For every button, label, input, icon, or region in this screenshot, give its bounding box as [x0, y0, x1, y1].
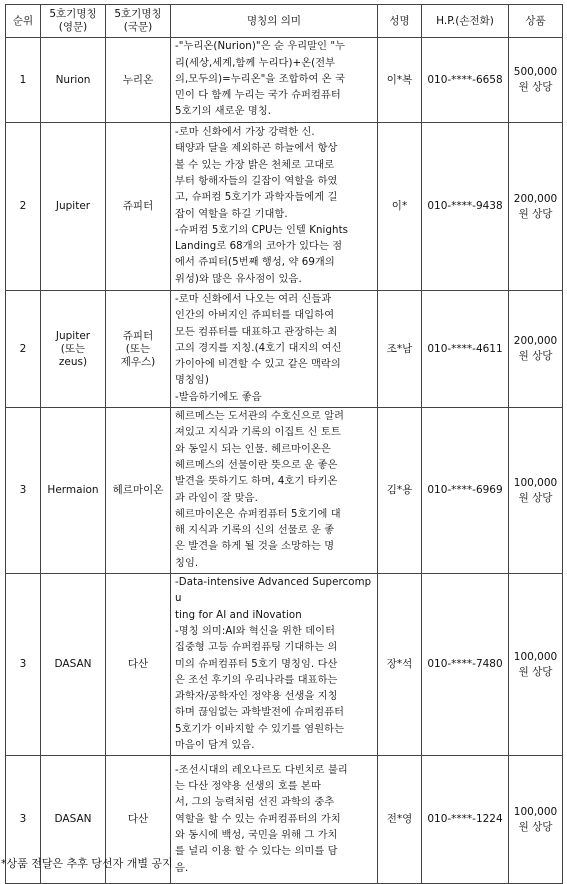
meaning-cell — [171, 123, 378, 291]
meaning-cell — [171, 756, 378, 884]
meaning-line: 5호기의 새로운 명칭. — [175, 106, 272, 118]
name_en-line: DASAN — [54, 813, 92, 826]
name-en-cell — [41, 574, 106, 756]
meaning-line: ting for AI and iNovation — [175, 609, 302, 621]
table-row — [6, 574, 563, 756]
rank-cell: 1 — [6, 38, 41, 123]
prize-cell — [509, 408, 563, 574]
prize-line: 원 상당 — [518, 81, 553, 93]
rank-cell: 2 — [6, 291, 41, 408]
prize-line: 원 상당 — [518, 820, 553, 833]
name_ko-line: (또는 — [125, 342, 151, 355]
meaning-line: 서, 그의 능력처럼 선진 과학의 중추 — [175, 797, 335, 809]
meaning-line: -Data-intensive Advanced Supercompu — [175, 577, 372, 605]
meaning-line: 에서 쥬피터(5번째 행성, 약 69개의 — [175, 257, 335, 269]
meaning-line: 은 발견을 하게 될 것을 소망하는 명 — [175, 541, 335, 553]
table-row — [6, 38, 563, 123]
rank-cell: 3 — [6, 408, 41, 574]
phone-cell: 010-****-1224 — [422, 756, 509, 884]
name_ko-line: 누리온 — [122, 73, 154, 86]
meaning-cell — [171, 408, 378, 574]
name_en-line: (또는 — [60, 342, 86, 355]
name-ko-cell — [106, 123, 171, 291]
meaning-line: 는 다산 정약용 선생의 호를 본따 — [175, 781, 321, 793]
person-cell: 장*석 — [378, 574, 422, 756]
name_en-line: DASAN — [54, 658, 92, 671]
name_ko-line: 쥬피터 — [122, 200, 154, 212]
phone-cell: 010-****-6658 — [422, 38, 509, 123]
meaning-line: -슈퍼컴 5호기의 CPU는 인텔 Knights — [175, 224, 349, 236]
meaning-line: 와 동시에 백성, 국민을 위해 그 가치 — [175, 829, 338, 841]
meaning-line: 하며 끊임없는 과학발전에 슈퍼컴퓨터 — [175, 707, 345, 719]
name_en-line: Jupiter — [55, 329, 91, 342]
meaning-line: 헤르메스의 선물이란 뜻으로 운 좋은 — [175, 459, 338, 471]
meaning-line: 과 라임이 잘 맞음. — [175, 492, 258, 504]
name-en-cell — [41, 38, 106, 123]
prize-cell — [509, 756, 563, 884]
meaning-line: 위성)와 많은 유사점이 있음. — [175, 273, 302, 285]
meaning-line: 볼 수 있는 가장 밝은 천체로 고대로 — [175, 159, 335, 171]
table-row — [6, 408, 563, 574]
meaning-line: 리(세상,세계,함께 누리다)+온(전부 — [175, 57, 336, 69]
person-cell: 조*남 — [378, 291, 422, 408]
meaning-line: 음. — [175, 862, 189, 874]
meaning-line: 명칭임) — [175, 375, 209, 387]
meaning-line: 민이 다 함께 누리는 국가 슈퍼컴퓨터 — [175, 90, 341, 102]
meaning-line: 를 널리 이용 할 수 있다는 의미를 담 — [175, 846, 338, 858]
name_en-line: zeus) — [58, 355, 88, 368]
header-name-ko: 5호기명칭 (국문) — [106, 5, 171, 38]
phone-cell: 010-****-9438 — [422, 123, 509, 291]
prize-line: 200,000 — [513, 192, 558, 205]
meaning-line: -발음하기에도 좋음 — [175, 391, 262, 403]
meaning-line: -"누리온(Nurion)"은 순 우리말인 "누 — [175, 41, 346, 53]
person-cell: 이* — [378, 123, 422, 291]
prize-cell — [509, 123, 563, 291]
meaning-line: 발견을 뜻하기도 하며, 4호기 타키온 — [175, 476, 338, 488]
name_en-line: Hermaion — [47, 484, 99, 497]
meaning-cell — [171, 291, 378, 408]
prize-line: 원 상당 — [518, 665, 553, 678]
naming-contest-results-table — [5, 4, 563, 884]
rank-cell: 3 — [6, 756, 41, 884]
prize-line: 200,000 — [513, 335, 558, 348]
meaning-line: 과학자/공학자인 정약용 선생을 지칭 — [175, 691, 338, 703]
meaning-line: 칭임. — [175, 557, 199, 569]
meaning-line: 해 지식과 기록의 신의 선물로 운 좋 — [175, 525, 335, 537]
person-cell: 전*영 — [378, 756, 422, 884]
meaning-line: 미의 슈퍼컴퓨터 5호기 명칭임. 다산 — [175, 658, 338, 670]
name-en-cell — [41, 408, 106, 574]
header-row — [6, 5, 563, 38]
table-row — [6, 291, 563, 408]
name-en-cell — [41, 123, 106, 291]
meaning-line: 모든 컴퓨터를 대표하고 관장하는 최 — [175, 326, 338, 338]
header-phone: H.P.(손전화) — [422, 5, 509, 38]
name_ko-line: 제우스) — [120, 355, 156, 368]
meaning-line: 져있고 지식과 기록의 이집트 신 토트 — [175, 427, 341, 439]
meaning-line: -명칭 의미:AI와 혁신을 위한 데이터 — [175, 625, 336, 637]
prize-cell — [509, 38, 563, 123]
prize-cell — [509, 291, 563, 408]
footnote: *상품 전달은 추후 당선자 개별 공지 — [1, 857, 173, 870]
person-cell: 이*복 — [378, 38, 422, 123]
meaning-line: Landing로 68개의 코아가 있다는 점 — [175, 241, 343, 253]
name-ko-cell — [106, 291, 171, 408]
prize-line: 원 상당 — [518, 350, 553, 363]
person-cell: 김*용 — [378, 408, 422, 574]
meaning-line: 마음이 담겨 있음. — [175, 740, 255, 752]
rank-cell: 2 — [6, 123, 41, 291]
phone-cell: 010-****-4611 — [422, 291, 509, 408]
name-ko-cell — [106, 38, 171, 123]
meaning-line: 고, 슈퍼컴 5호기가 과학자들에게 길 — [175, 192, 338, 204]
header-name-en: 5호기명칭 (영문) — [41, 5, 106, 38]
meaning-line: 은 조선 후기의 우리나라를 대표하는 — [175, 674, 338, 686]
meaning-line: 잡이 역할을 하길 기대함. — [175, 208, 288, 220]
meaning-line: 고의 경지를 지칭.(4호기 대지의 여신 — [175, 342, 342, 354]
prize-line: 500,000 — [513, 66, 558, 78]
name_ko-line: 쥬피터 — [122, 329, 154, 342]
prize-line: 100,000 — [513, 650, 558, 663]
meaning-line: 헤르메스는 도서관의 수호신으로 알려 — [175, 411, 345, 423]
phone-cell: 010-****-6969 — [422, 408, 509, 574]
meaning-line: -로마 신화에서 가장 강력한 신. — [175, 127, 315, 139]
meaning-line: 부터 항해자들의 길잡이 역할을 하였 — [175, 175, 338, 187]
header-rank: 순위 — [6, 5, 41, 38]
meaning-cell — [171, 38, 378, 123]
name-ko-cell — [106, 408, 171, 574]
prize-line: 원 상당 — [518, 491, 553, 504]
prize-line: 100,000 — [513, 476, 558, 489]
meaning-line: 와 동일시 되는 인물. 헤르마이온은 — [175, 443, 331, 455]
meaning-line: 역할을 할 수 있는 슈퍼컴퓨터의 가치 — [175, 813, 341, 825]
table-row — [6, 123, 563, 291]
meaning-line: 가이아에 비견할 수 있고 같은 맥락의 — [175, 359, 341, 371]
name-en-cell — [41, 291, 106, 408]
name_en-line: Nurion — [55, 73, 91, 86]
meaning-line: 인간의 아버지인 쥬피터를 대입하여 — [175, 310, 335, 322]
name_ko-line: 다산 — [127, 658, 149, 671]
name-ko-cell — [106, 574, 171, 756]
prize-line: 100,000 — [513, 805, 558, 818]
meaning-line: 5호기가 이바지할 수 있기를 염원하는 — [175, 723, 345, 735]
meaning-line: 의,모두의)=누리온"을 조합하여 온 국 — [175, 73, 346, 85]
meaning-line: -로마 신화에서 나오는 여러 신들과 — [175, 294, 332, 305]
header-meaning: 명칭의 의미 — [171, 5, 378, 38]
name_en-line: Jupiter — [55, 200, 91, 212]
prize-cell — [509, 574, 563, 756]
header-person: 성명 — [378, 5, 422, 38]
meaning-cell — [171, 574, 378, 756]
results-table-body — [6, 38, 563, 884]
meaning-line: 집중형 고등 슈퍼컴퓨팅 기대하는 의 — [175, 642, 338, 654]
name_ko-line: 다산 — [127, 813, 149, 826]
rank-cell: 3 — [6, 574, 41, 756]
header-prize: 상품 — [509, 5, 563, 38]
meaning-line: 태양과 달을 제외하곤 하늘에서 항상 — [175, 143, 338, 155]
prize-line: 원 상당 — [518, 207, 553, 220]
meaning-line: 헤르마이온은 슈퍼컴퓨터 5호기에 대 — [175, 508, 341, 520]
meaning-line: -조선시대의 레오나르도 다빈치로 불리 — [175, 764, 348, 776]
phone-cell: 010-****-7480 — [422, 574, 509, 756]
results-table-wrap — [5, 4, 562, 884]
name_ko-line: 헤르마이온 — [112, 484, 164, 497]
